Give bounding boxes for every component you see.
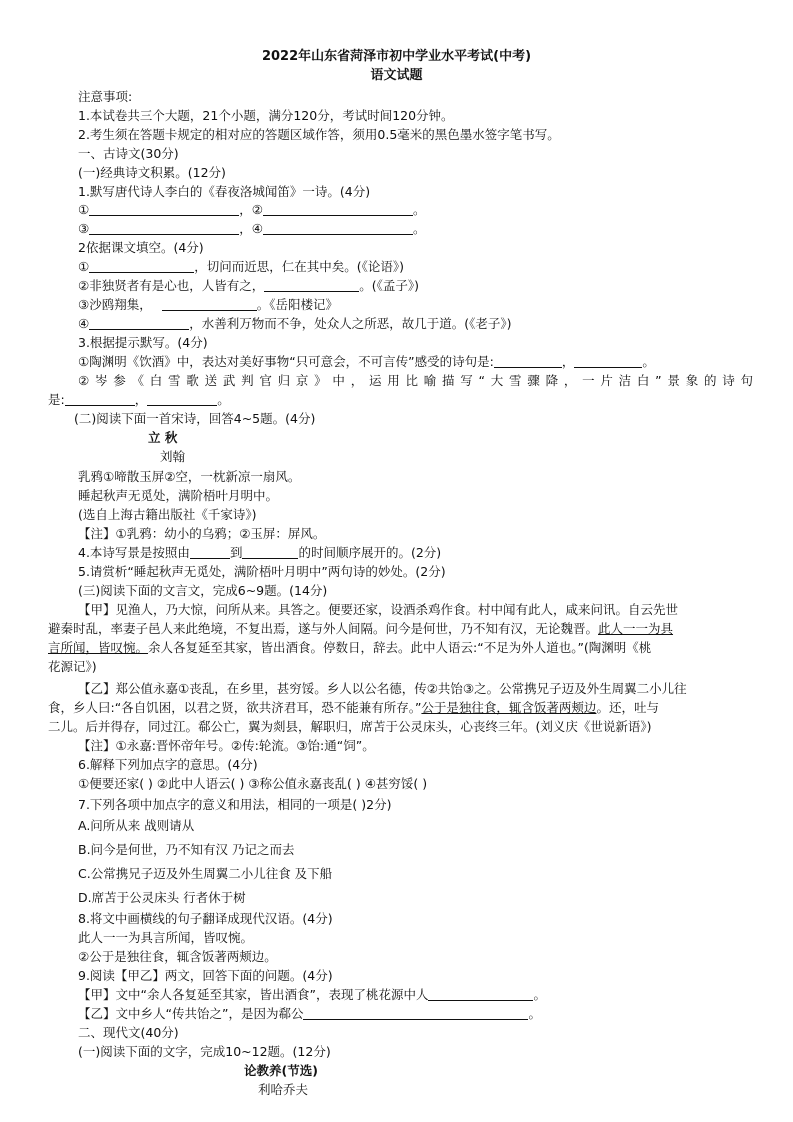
answer-blank[interactable] (162, 296, 257, 311)
passage-yi-line-1: 【乙】郑公值永嘉①丧乱，在乡里，甚穷馁。乡人以公名德，传②共饴③之。公常携兄子迈及外生周翼二小儿往 (78, 681, 687, 696)
answer-blank[interactable] (428, 986, 533, 1001)
poem-line-1: 乳鸦①啼散玉屏②空，一枕新凉一扇风。 (78, 469, 301, 484)
question-9-b: 【乙】文中乡人“传共饴之”，是因为郗公 。 (78, 1006, 541, 1021)
section-1-heading: (一)经典诗文积累。(12分) (78, 165, 226, 180)
poem-author: 刘翰 (160, 449, 186, 464)
essay-author: 利哈乔夫 (258, 1082, 309, 1097)
question-7-option-a: A.问所从来 战则请从 (78, 818, 195, 833)
answer-blank[interactable] (303, 1005, 528, 1020)
question-7-option-b: B.问今是何世，乃不知有汉 乃记之而去 (78, 842, 295, 857)
essay-title: 论教养(节选) (244, 1063, 318, 1078)
section-3-heading: (三)阅读下面的文言文，完成6~9题。(14分) (78, 583, 328, 598)
question-8: 8.将文中画横线的句子翻译成现代汉语。(4分) (78, 911, 333, 926)
question-1: 1.默写唐代诗人李白的《春夜洛城闻笛》一诗。(4分) (78, 184, 371, 199)
answer-blank[interactable] (574, 353, 642, 368)
question-8-sentence-1: 此人一一为具言所闻，皆叹惋。 (78, 930, 254, 945)
poem-source: (选自上海古籍出版社《千家诗》) (78, 507, 257, 522)
question-2-d: ④ ，水善利万物而不争，处众人之所恶，故几于道。(《老子》) (78, 316, 512, 331)
question-2-c: ③沙鸥翔集， 。《岳阳楼记》 (78, 297, 338, 312)
question-3-b-answer: 是: ， 。 (48, 392, 230, 407)
answer-blank[interactable] (190, 544, 230, 559)
question-9: 9.阅读【甲乙】两文，回答下面的问题。(4分) (78, 968, 333, 983)
question-3-a: ①陶渊明《饮酒》中，表达对美好事物“只可意会，不可言传”感受的诗句是: ， 。 (78, 354, 655, 369)
answer-blank[interactable] (65, 391, 135, 406)
answer-blank[interactable] (263, 201, 413, 216)
underlined-sentence: 此人一一为具 (598, 621, 674, 636)
question-5: 5.请赏析“睡起秋声无觅处，满阶梧叶月明中”两句诗的妙处。(2分) (78, 564, 446, 579)
answer-blank[interactable] (242, 544, 298, 559)
question-6-options: ①便要还家( ) ②此中人语云( ) ③称公值永嘉丧乱( ) ④甚穷馁( ) (78, 776, 428, 791)
question-2: 2依据课文填空。(4分) (78, 240, 204, 255)
poem-line-2: 睡起秋声无觅处，满阶梧叶月明中。 (78, 488, 279, 503)
question-3-b: ②岑参《白雪歌送武判官归京》中，运用比喻描写“大雪骤降，一片洁白”景象的诗句 (78, 373, 753, 388)
question-8-sentence-2: ②公于是独往食，辄含饭著两颊边。 (78, 949, 277, 964)
underlined-sentence: 公于是独往食，辄含饭著两颊边 (421, 700, 597, 715)
note-1: 1.本试卷共三个大题，21个小题，满分120分，考试时间120分钟。 (78, 108, 454, 123)
question-2-a: ① ，切问而近思，仁在其中矣。(《论语》) (78, 259, 404, 274)
question-2-b: ②非独贤者有是心也，人皆有之， 。(《孟子》) (78, 278, 419, 293)
question-6: 6.解释下列加点字的意思。(4分) (78, 757, 258, 772)
passage-yi-note: 【注】①永嘉:晋怀帝年号。②传:轮流。③饴:通“饲”。 (78, 738, 375, 753)
question-7-option-d: D.席苫于公灵床头 行者休于树 (78, 890, 246, 905)
question-9-a: 【甲】文中“余人各复延至其家，皆出酒食”，表现了桃花源中人 。 (78, 987, 546, 1002)
passage-jia-line-2: 避秦时乱，率妻子邑人来此绝境，不复出焉，遂与外人间隔。问今是何世，乃不知有汉，无论魏晋。此人一一为具 (48, 621, 674, 636)
underlined-sentence: 言所闻，皆叹惋。 (48, 640, 149, 655)
answer-blank[interactable] (89, 201, 239, 216)
note-2: 2.考生须在答题卡规定的相对应的答题区域作答，须用0.5毫米的黑色墨水签字笔书写。 (78, 127, 560, 142)
poem-note: 【注】①乳鸦：幼小的乌鸦；②玉屏：屏风。 (78, 526, 326, 541)
question-7-option-c: C.公常携兄子迈及外生周翼二小儿往食 及下船 (78, 866, 333, 881)
passage-jia-line-3: 言所闻，皆叹惋。余人各复延至其家，皆出酒食。停数日，辞去。此中人语云:“不足为外人道也。”(陶渊明《桃 (48, 640, 652, 655)
answer-blank[interactable] (147, 391, 217, 406)
passage-jia-line-4: 花源记》) (48, 659, 97, 674)
part1-heading: 一、古诗文(30分) (78, 146, 179, 161)
passage-jia-line-1: 【甲】见渔人，乃大惊，问所从来。具答之。便要还家，设酒杀鸡作食。村中闻有此人，咸来问讯。自云先世 (78, 602, 679, 617)
notes-heading: 注意事项: (78, 89, 133, 104)
question-1-blanks-row1: ① ，② 。 (78, 202, 426, 217)
poem-title: 立 秋 (148, 430, 178, 445)
answer-blank[interactable] (89, 220, 239, 235)
passage-yi-line-3: 二儿。后并得存，同过江。郗公亡，翼为剡县，解职归，席苫于公灵床头，心丧终三年。(刘义庆《世说新语》) (48, 719, 652, 734)
exam-subtitle: 语文试题 (370, 68, 423, 83)
question-1-blanks-row2: ③ ，④ 。 (78, 221, 426, 236)
answer-blank[interactable] (89, 315, 189, 330)
part2-section-1-heading: (一)阅读下面的文字，完成10~12题。(12分) (78, 1044, 331, 1059)
exam-title: 2022年山东省菏泽市初中学业水平考试(中考) (261, 49, 532, 64)
part2-heading: 二、现代文(40分) (78, 1025, 179, 1040)
section-2-heading: (二)阅读下面一首宋诗，回答4~5题。(4分) (74, 411, 316, 426)
question-3: 3.根据提示默写。(4分) (78, 335, 208, 350)
answer-blank[interactable] (264, 277, 359, 292)
question-4: 4.本诗写景是按照由 到 的时间顺序展开的。(2分) (78, 545, 442, 560)
passage-yi-line-2: 食，乡人曰:“各自饥困，以君之贤，欲共济君耳，恐不能兼有所存。”公于是独往食，辄含饭著两颊边。还，吐与 (48, 700, 659, 715)
question-7: 7.下列各项中加点字的意义和用法，相同的一项是( )2分) (78, 797, 392, 812)
answer-blank[interactable] (263, 220, 413, 235)
answer-blank[interactable] (494, 353, 562, 368)
answer-blank[interactable] (89, 258, 194, 273)
